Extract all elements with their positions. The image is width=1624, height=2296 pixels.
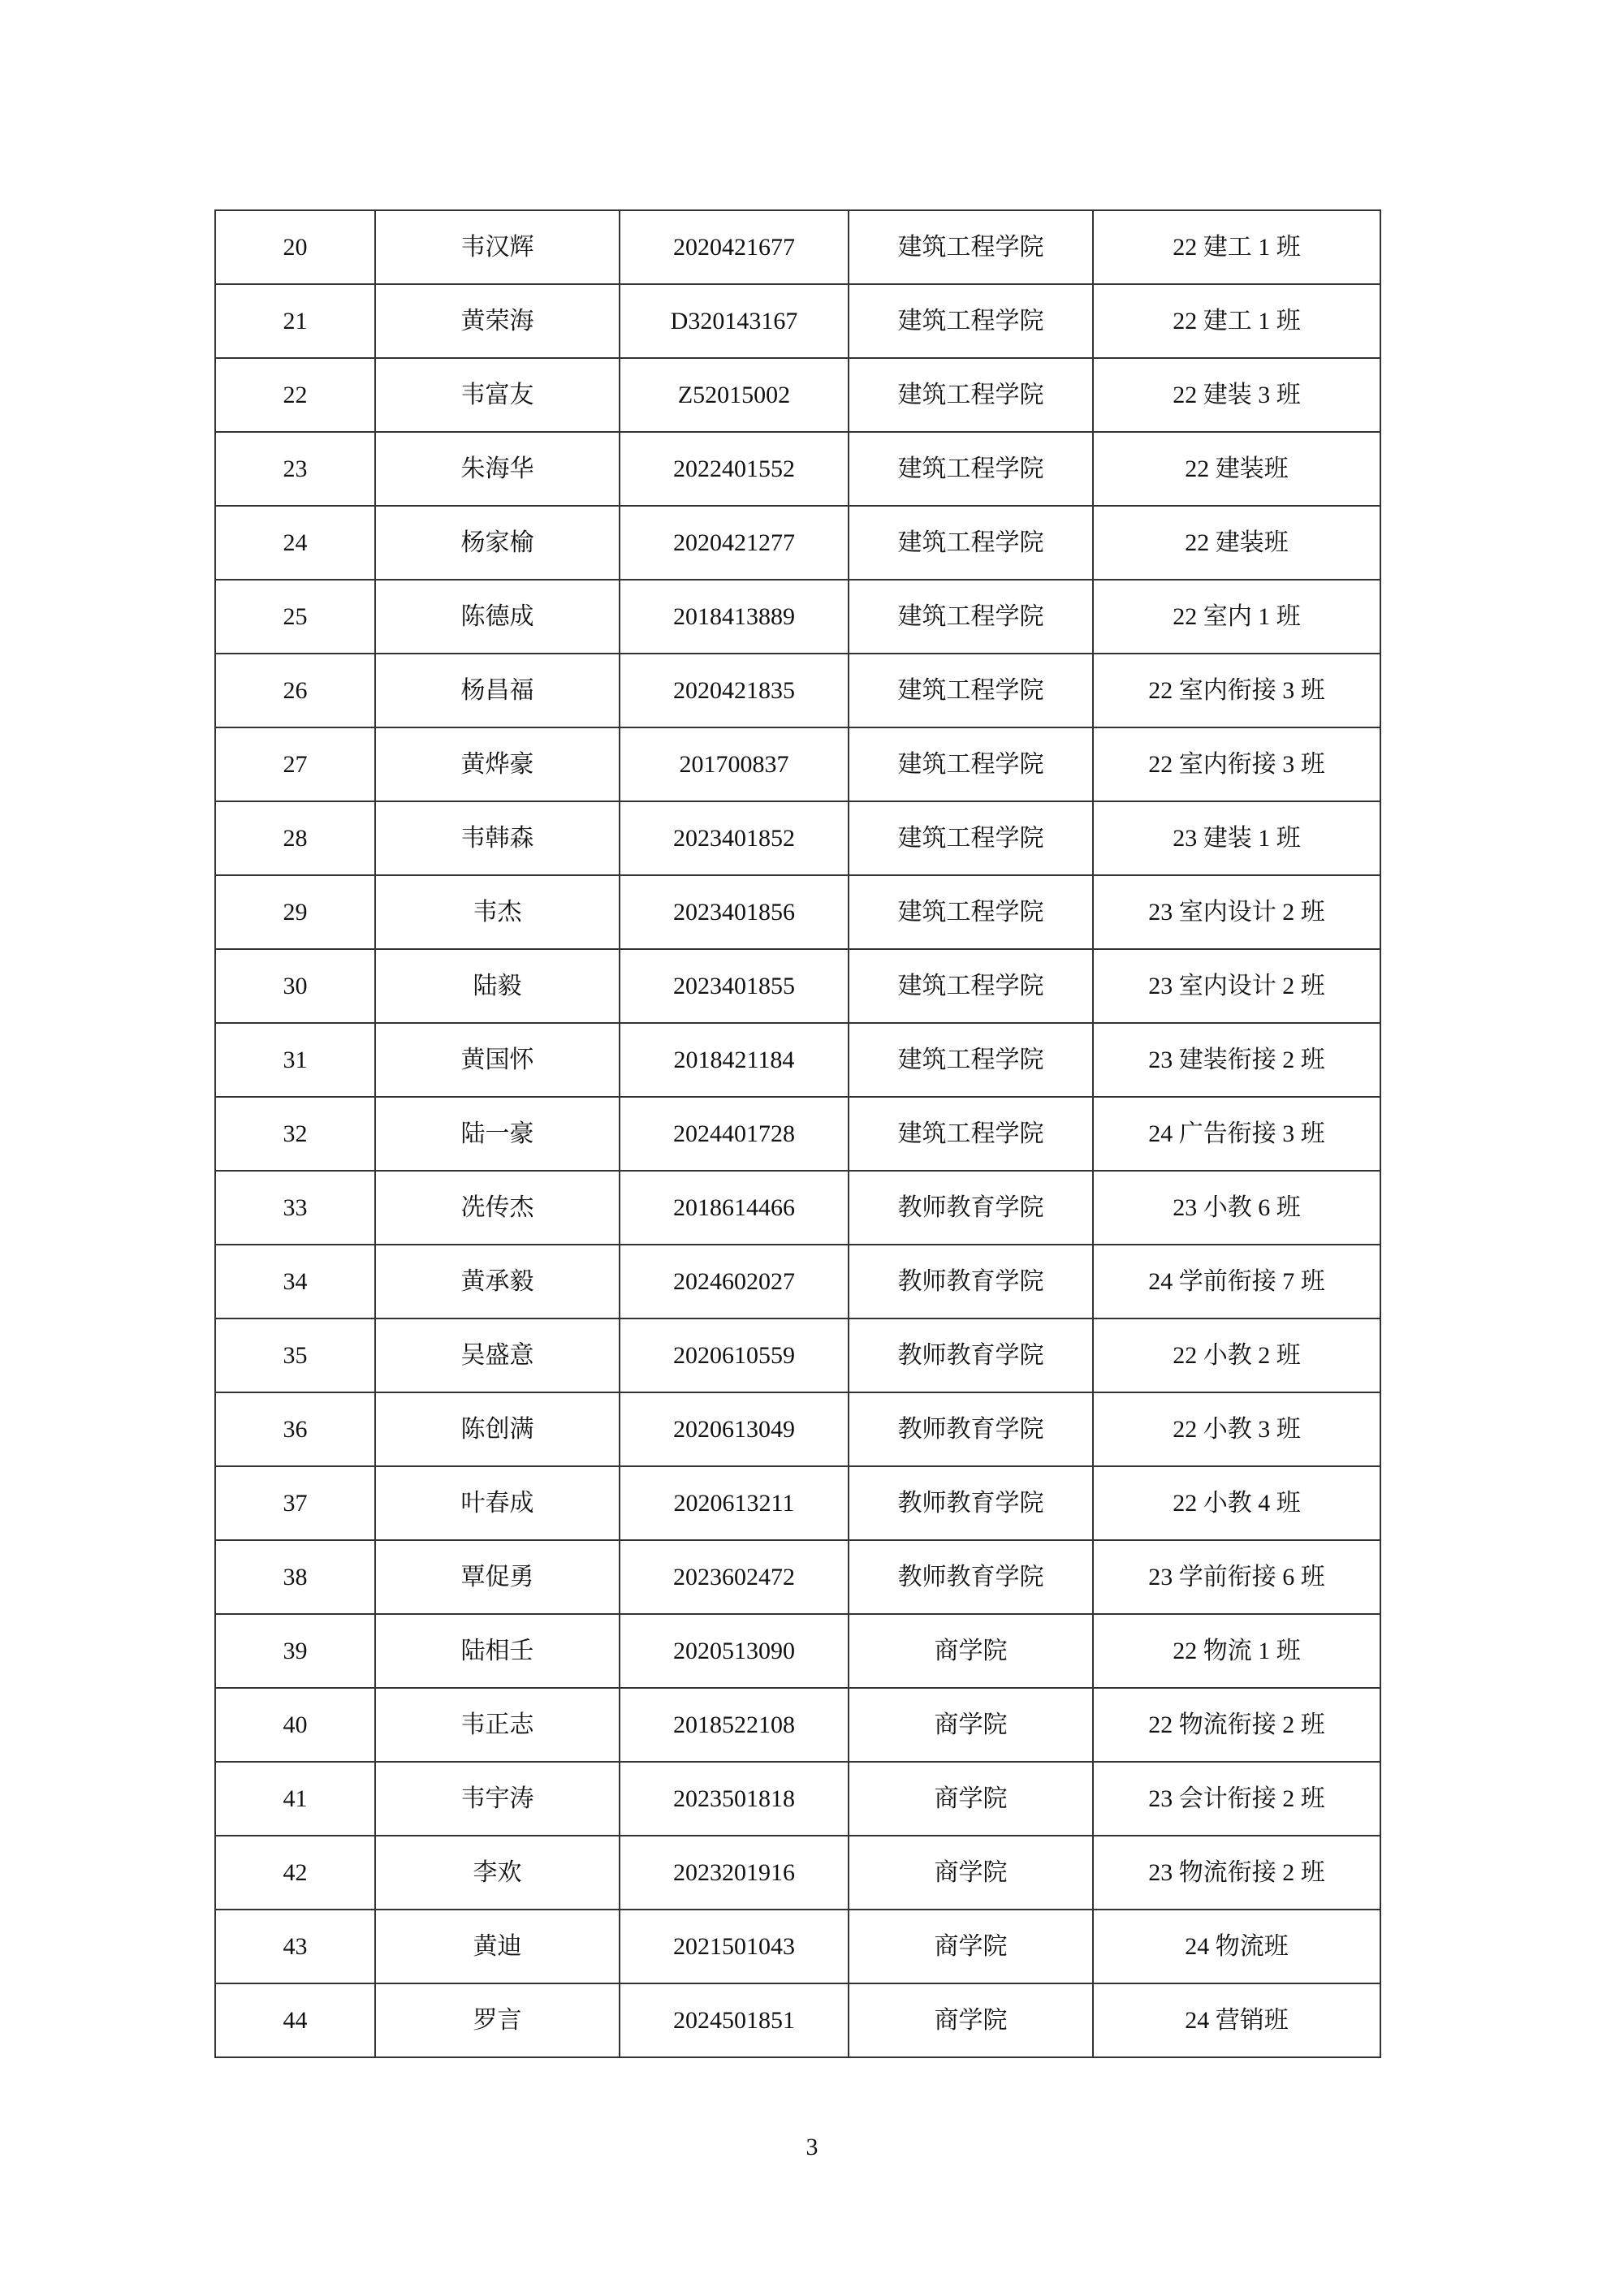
class-cell: 22 建工 1 班	[1093, 210, 1380, 284]
class-cell: 22 建装班	[1093, 432, 1380, 506]
row-index-cell: 38	[215, 1540, 375, 1614]
row-index-cell: 23	[215, 432, 375, 506]
row-index-cell: 44	[215, 1983, 375, 2057]
table-row	[215, 654, 1380, 727]
class-cell: 23 学前衔接 6 班	[1093, 1540, 1380, 1614]
table-row	[215, 1540, 1380, 1614]
table-row	[215, 1171, 1380, 1245]
college-cell: 建筑工程学院	[849, 506, 1093, 580]
row-index-cell: 32	[215, 1097, 375, 1171]
student-id-cell: 2023401855	[620, 949, 849, 1023]
row-index-cell: 24	[215, 506, 375, 580]
row-index-cell: 26	[215, 654, 375, 727]
student-roster-table	[214, 209, 1381, 2058]
student-name-cell: 黄烨豪	[375, 727, 620, 801]
student-name-cell: 韦正志	[375, 1688, 620, 1762]
college-cell: 建筑工程学院	[849, 801, 1093, 875]
college-cell: 商学院	[849, 1614, 1093, 1688]
college-cell: 商学院	[849, 1910, 1093, 1983]
row-index-cell: 20	[215, 210, 375, 284]
student-name-cell: 李欢	[375, 1836, 620, 1910]
row-index-cell: 41	[215, 1762, 375, 1836]
college-cell: 建筑工程学院	[849, 432, 1093, 506]
college-cell: 教师教育学院	[849, 1392, 1093, 1466]
class-cell: 22 建装班	[1093, 506, 1380, 580]
row-index-cell: 39	[215, 1614, 375, 1688]
student-name-cell: 朱海华	[375, 432, 620, 506]
student-id-cell: 2020613211	[620, 1466, 849, 1540]
student-name-cell: 吴盛意	[375, 1318, 620, 1392]
row-index-cell: 35	[215, 1318, 375, 1392]
table-row	[215, 284, 1380, 358]
class-cell: 22 物流 1 班	[1093, 1614, 1380, 1688]
student-id-cell: 2023401856	[620, 875, 849, 949]
page-number: 3	[806, 2134, 818, 2160]
student-id-cell: 201700837	[620, 727, 849, 801]
table-row	[215, 1097, 1380, 1171]
college-cell: 建筑工程学院	[849, 210, 1093, 284]
row-index-cell: 43	[215, 1910, 375, 1983]
class-cell: 22 小教 4 班	[1093, 1466, 1380, 1540]
row-index-cell: 36	[215, 1392, 375, 1466]
row-index-cell: 42	[215, 1836, 375, 1910]
class-cell: 23 建装 1 班	[1093, 801, 1380, 875]
class-cell: 23 室内设计 2 班	[1093, 875, 1380, 949]
class-cell: 22 建装 3 班	[1093, 358, 1380, 432]
row-index-cell: 30	[215, 949, 375, 1023]
college-cell: 教师教育学院	[849, 1540, 1093, 1614]
student-id-cell: 2018522108	[620, 1688, 849, 1762]
table-row	[215, 801, 1380, 875]
table-row	[215, 580, 1380, 654]
table-row	[215, 1836, 1380, 1910]
student-name-cell: 罗言	[375, 1983, 620, 2057]
class-cell: 23 室内设计 2 班	[1093, 949, 1380, 1023]
class-cell: 22 室内衔接 3 班	[1093, 727, 1380, 801]
college-cell: 建筑工程学院	[849, 949, 1093, 1023]
student-id-cell: 2023201916	[620, 1836, 849, 1910]
college-cell: 教师教育学院	[849, 1245, 1093, 1318]
student-id-cell: 2021501043	[620, 1910, 849, 1983]
student-name-cell: 杨家榆	[375, 506, 620, 580]
row-index-cell: 29	[215, 875, 375, 949]
student-name-cell: 黄承毅	[375, 1245, 620, 1318]
student-name-cell: 韦杰	[375, 875, 620, 949]
student-id-cell: 2020513090	[620, 1614, 849, 1688]
student-name-cell: 覃促勇	[375, 1540, 620, 1614]
student-id-cell: 2018614466	[620, 1171, 849, 1245]
college-cell: 教师教育学院	[849, 1466, 1093, 1540]
college-cell: 商学院	[849, 1983, 1093, 2057]
student-id-cell: D320143167	[620, 284, 849, 358]
student-id-cell: 2023501818	[620, 1762, 849, 1836]
class-cell: 23 小教 6 班	[1093, 1171, 1380, 1245]
college-cell: 商学院	[849, 1762, 1093, 1836]
student-id-cell: 2023401852	[620, 801, 849, 875]
class-cell: 22 物流衔接 2 班	[1093, 1688, 1380, 1762]
college-cell: 建筑工程学院	[849, 358, 1093, 432]
student-name-cell: 陈创满	[375, 1392, 620, 1466]
college-cell: 建筑工程学院	[849, 580, 1093, 654]
table-row	[215, 949, 1380, 1023]
student-id-cell: 2024401728	[620, 1097, 849, 1171]
row-index-cell: 28	[215, 801, 375, 875]
student-id-cell: 2020613049	[620, 1392, 849, 1466]
student-id-cell: 2024501851	[620, 1983, 849, 2057]
row-index-cell: 27	[215, 727, 375, 801]
table-row	[215, 506, 1380, 580]
student-name-cell: 陆一豪	[375, 1097, 620, 1171]
student-name-cell: 黄荣海	[375, 284, 620, 358]
class-cell: 22 建工 1 班	[1093, 284, 1380, 358]
table-row	[215, 1614, 1380, 1688]
student-name-cell: 冼传杰	[375, 1171, 620, 1245]
table-row	[215, 1392, 1380, 1466]
student-id-cell: 2023602472	[620, 1540, 849, 1614]
row-index-cell: 22	[215, 358, 375, 432]
college-cell: 建筑工程学院	[849, 1097, 1093, 1171]
student-name-cell: 黄迪	[375, 1910, 620, 1983]
table-row	[215, 358, 1380, 432]
class-cell: 24 广告衔接 3 班	[1093, 1097, 1380, 1171]
table-row	[215, 1983, 1380, 2057]
class-cell: 23 物流衔接 2 班	[1093, 1836, 1380, 1910]
student-id-cell: 2020421677	[620, 210, 849, 284]
class-cell: 24 营销班	[1093, 1983, 1380, 2057]
student-name-cell: 韦宇涛	[375, 1762, 620, 1836]
table-row	[215, 1466, 1380, 1540]
student-id-cell: 2022401552	[620, 432, 849, 506]
table-row	[215, 432, 1380, 506]
student-name-cell: 韦韩森	[375, 801, 620, 875]
table-row	[215, 1318, 1380, 1392]
row-index-cell: 31	[215, 1023, 375, 1097]
student-id-cell: Z52015002	[620, 358, 849, 432]
student-id-cell: 2018421184	[620, 1023, 849, 1097]
student-name-cell: 陆毅	[375, 949, 620, 1023]
college-cell: 建筑工程学院	[849, 654, 1093, 727]
class-cell: 24 学前衔接 7 班	[1093, 1245, 1380, 1318]
class-cell: 22 小教 3 班	[1093, 1392, 1380, 1466]
table-row	[215, 727, 1380, 801]
college-cell: 商学院	[849, 1836, 1093, 1910]
class-cell: 22 室内 1 班	[1093, 580, 1380, 654]
college-cell: 建筑工程学院	[849, 1023, 1093, 1097]
class-cell: 24 物流班	[1093, 1910, 1380, 1983]
row-index-cell: 21	[215, 284, 375, 358]
table-row	[215, 1023, 1380, 1097]
row-index-cell: 25	[215, 580, 375, 654]
roster-table-body	[215, 210, 1380, 2057]
table-row	[215, 1762, 1380, 1836]
college-cell: 教师教育学院	[849, 1171, 1093, 1245]
college-cell: 建筑工程学院	[849, 875, 1093, 949]
class-cell: 23 建装衔接 2 班	[1093, 1023, 1380, 1097]
row-index-cell: 37	[215, 1466, 375, 1540]
student-id-cell: 2024602027	[620, 1245, 849, 1318]
student-id-cell: 2020610559	[620, 1318, 849, 1392]
table-row	[215, 1688, 1380, 1762]
student-name-cell: 韦富友	[375, 358, 620, 432]
row-index-cell: 34	[215, 1245, 375, 1318]
student-id-cell: 2018413889	[620, 580, 849, 654]
college-cell: 商学院	[849, 1688, 1093, 1762]
table-row	[215, 210, 1380, 284]
student-name-cell: 黄国怀	[375, 1023, 620, 1097]
college-cell: 建筑工程学院	[849, 284, 1093, 358]
student-name-cell: 杨昌福	[375, 654, 620, 727]
student-name-cell: 陆相壬	[375, 1614, 620, 1688]
table-row	[215, 1245, 1380, 1318]
row-index-cell: 40	[215, 1688, 375, 1762]
table-row	[215, 875, 1380, 949]
student-id-cell: 2020421277	[620, 506, 849, 580]
class-cell: 22 小教 2 班	[1093, 1318, 1380, 1392]
student-id-cell: 2020421835	[620, 654, 849, 727]
class-cell: 22 室内衔接 3 班	[1093, 654, 1380, 727]
college-cell: 教师教育学院	[849, 1318, 1093, 1392]
class-cell: 23 会计衔接 2 班	[1093, 1762, 1380, 1836]
row-index-cell: 33	[215, 1171, 375, 1245]
student-name-cell: 叶春成	[375, 1466, 620, 1540]
college-cell: 建筑工程学院	[849, 727, 1093, 801]
student-name-cell: 韦汉辉	[375, 210, 620, 284]
table-row	[215, 1910, 1380, 1983]
student-name-cell: 陈德成	[375, 580, 620, 654]
